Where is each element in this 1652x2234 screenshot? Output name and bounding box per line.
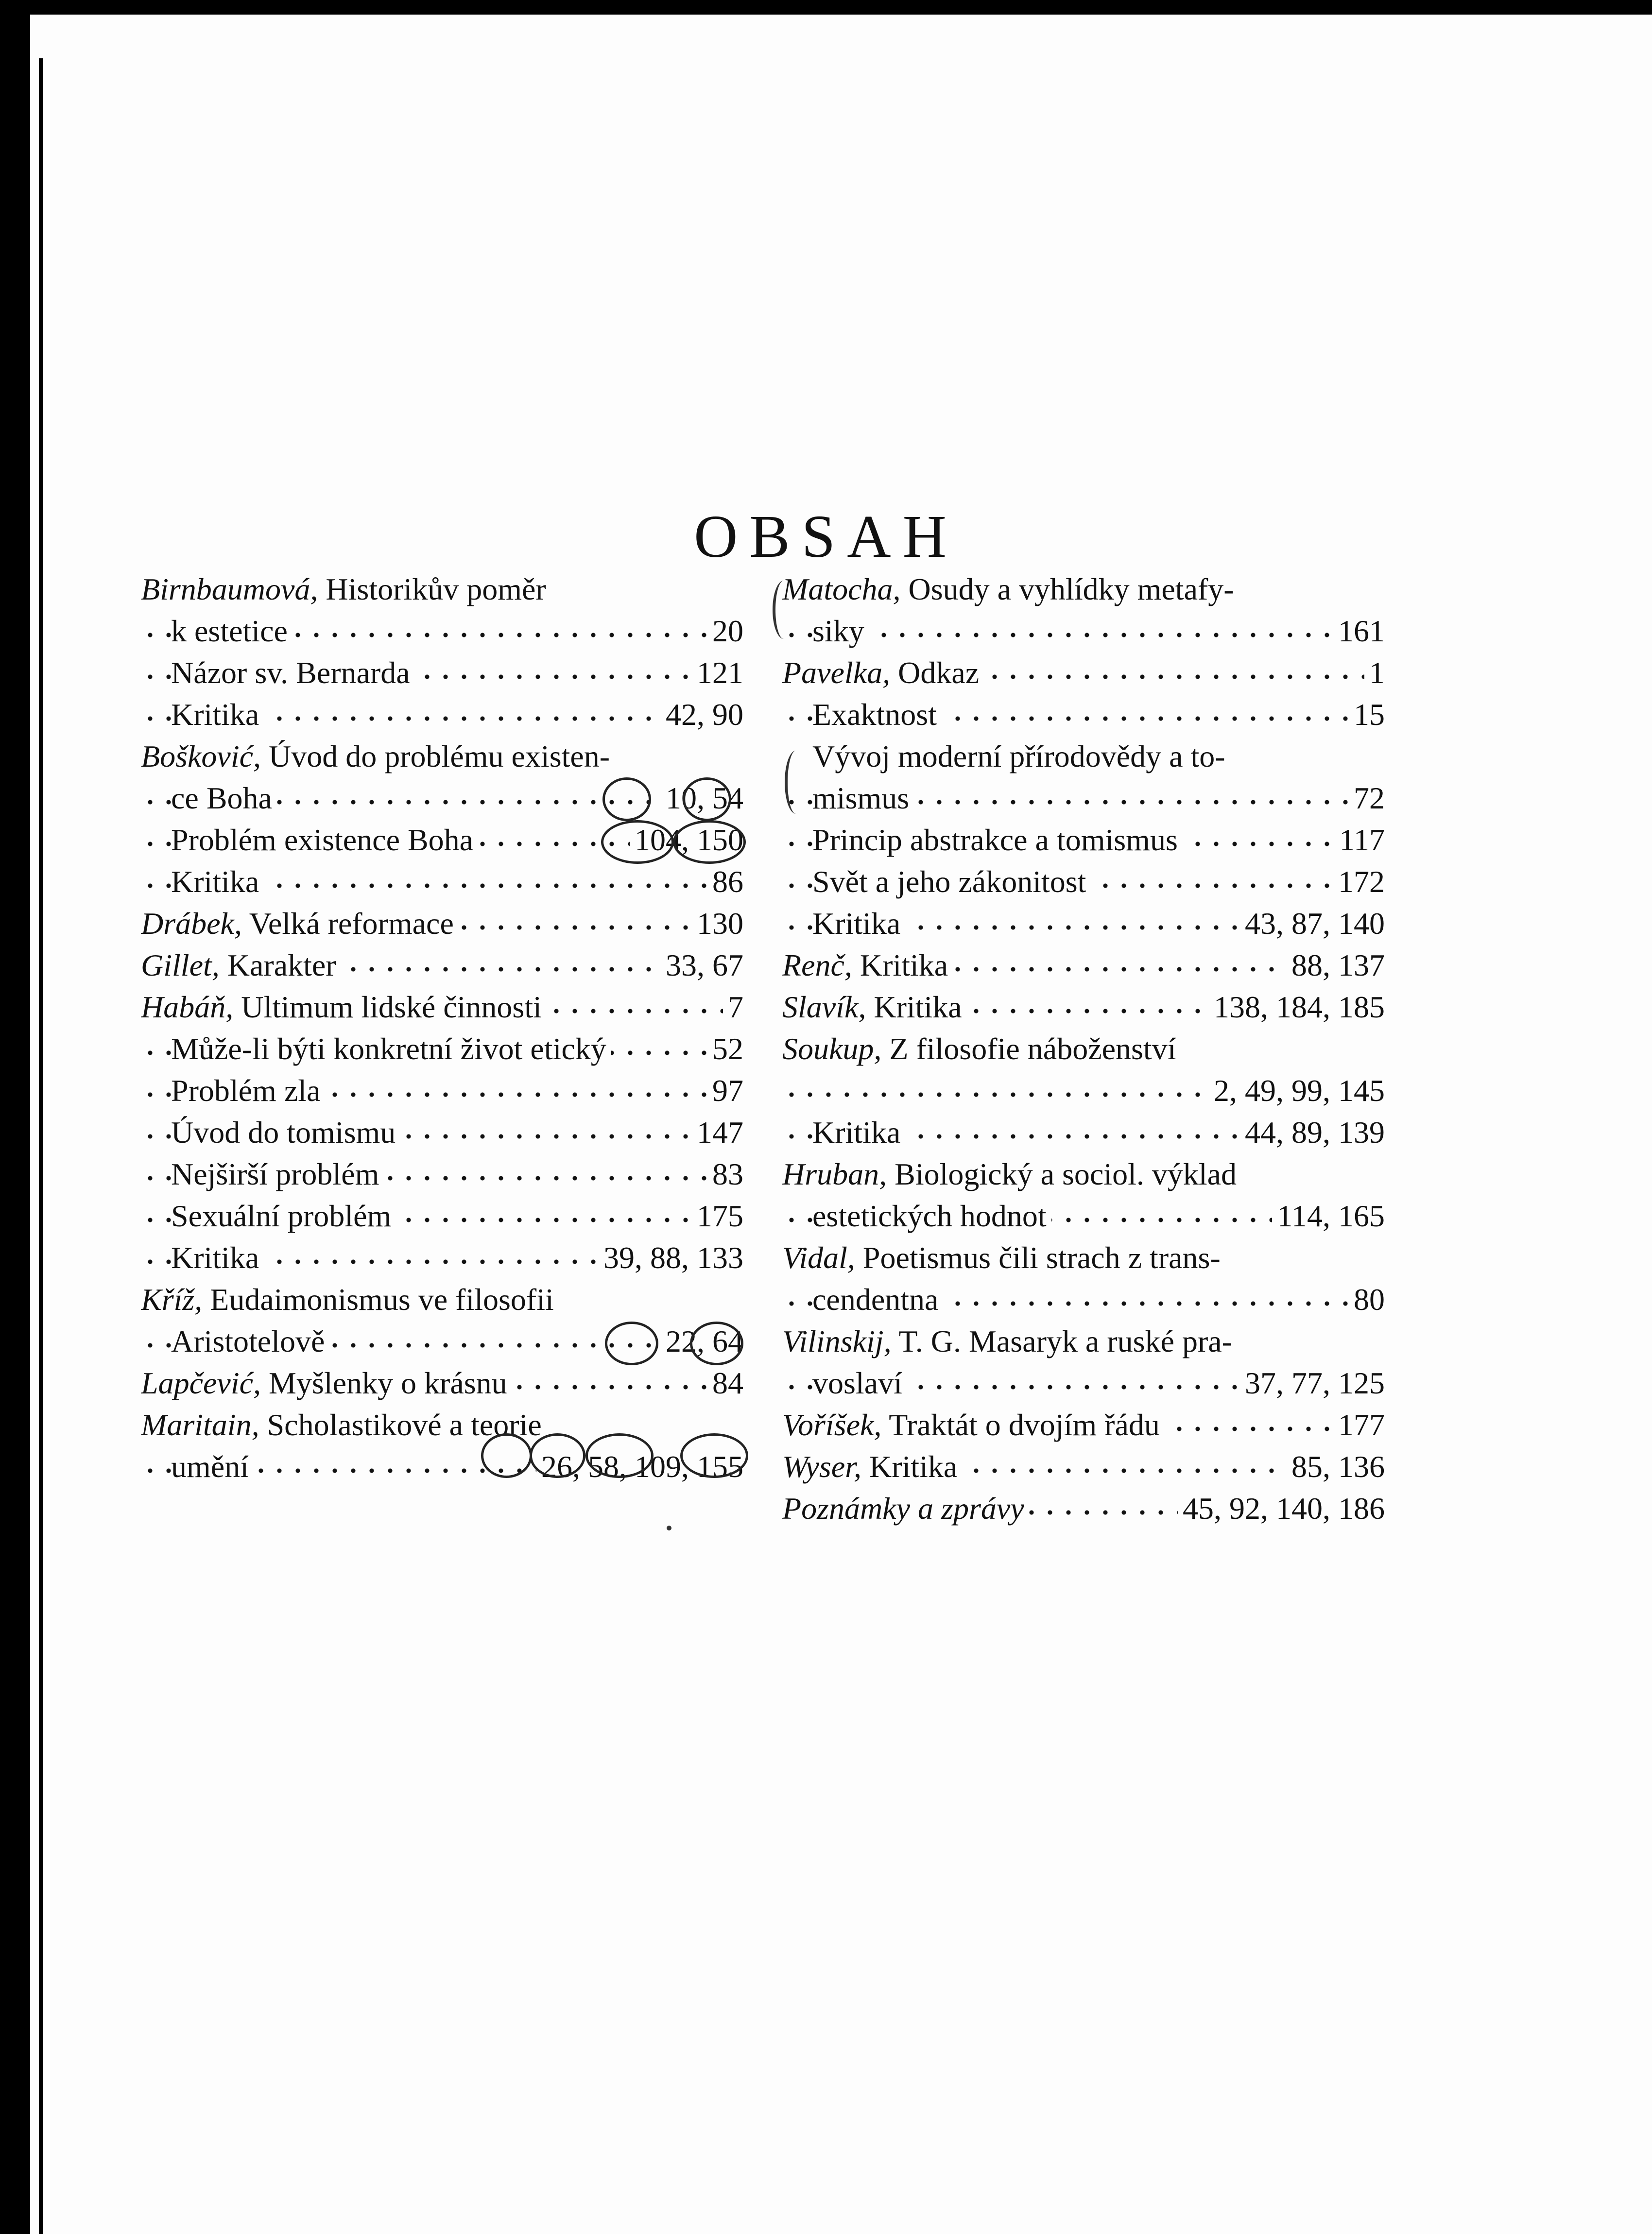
toc-entry-author [141,736,743,777]
toc-column-right [782,568,1385,1529]
toc-entry [141,861,743,903]
toc-entry-author [782,1488,1385,1529]
author-name: Renč, [782,948,852,982]
entry-title: Nejširší problém [171,1157,379,1191]
entry-title: Z filosofie náboženství [881,1031,1176,1066]
entry-title: Může-li býti konkretní život etický [171,1031,606,1066]
author-name: Drábek, [141,906,242,941]
entry-text [171,614,293,648]
entry-text [782,1408,1165,1442]
page-numbers: 85, 136 [1287,1446,1385,1488]
page-numbers: 86 [707,861,743,903]
entry-title: umění [171,1449,249,1484]
entry-title: Scholastikové a teorie [259,1408,542,1442]
toc-entry-author [141,1404,743,1446]
entry-title: Úvod do tomismu [171,1115,396,1150]
toc-entry [782,1279,1385,1321]
entry-text [812,823,1183,857]
author-name: Hruban, [782,1157,887,1191]
author-name: Kříž, [141,1282,203,1317]
entry-text [782,948,953,982]
toc-entry [782,1362,1385,1404]
entry-text [171,1324,329,1358]
toc-entry-author [782,1153,1385,1195]
entry-title: Kritika [852,948,948,982]
toc-entry-author [782,986,1385,1028]
entry-text [812,697,942,732]
entry-text [782,655,984,690]
toc-entry-author [782,945,1385,986]
page-numbers: 172 [1333,861,1385,903]
entry-text [141,572,546,606]
author-name: Soukup, [782,1031,882,1066]
author-name: Slavík, [782,990,866,1024]
toc-entry [141,777,743,819]
entry-text [171,823,478,857]
author-name: Habáň, [141,990,234,1024]
page-numbers: 138, 184, 185 [1209,986,1385,1028]
toc-entry-author [782,652,1385,694]
page-numbers: 84 [707,1362,743,1404]
page-numbers: 42, 90 [661,694,743,736]
entry-text [171,1157,384,1191]
page-numbers: 33, 67 [661,945,743,986]
entry-title: Princip abstrakce a tomismus [812,823,1178,857]
toc-entry [782,1195,1385,1237]
pencil-dot [667,1526,671,1530]
page-numbers: 175 [692,1195,743,1237]
author-name: Pavelka, [782,655,891,690]
toc-entry [141,1153,743,1195]
page-numbers: 15 [1349,694,1385,736]
entry-text [171,1073,325,1108]
page-numbers: 45, 92, 140, 186 [1178,1488,1385,1529]
author-name: Gillet, [141,948,220,982]
entry-text [171,1031,611,1066]
toc-entry-author [782,1446,1385,1488]
entry-text [171,1449,254,1484]
entry-text [171,1240,264,1275]
entry-text [171,697,264,732]
entry-title: estetických hodnot [812,1199,1047,1233]
author-name: Lapčević, [141,1366,261,1400]
author-name: Bošković, [141,739,261,773]
author-name: Vidal, [782,1240,855,1275]
toc-entry-author [141,986,743,1028]
entry-text [812,864,1091,899]
page-numbers: 1 [1364,652,1385,694]
author-name: Birnbaumová, [141,572,318,606]
page-numbers: 104, 150 [630,819,743,861]
entry-title: Kritika [171,864,259,899]
entry-title: k estetice [171,614,288,648]
toc-entry [782,1070,1385,1112]
entry-title: Vývoj moderní přírodovědy a to- [812,739,1225,773]
entry-title: Velká reformace [241,906,454,941]
toc-entry [782,694,1385,736]
entry-title: Názor sv. Bernarda [171,655,410,690]
entry-title: Sexuální problém [171,1199,392,1233]
toc-entry [141,1321,743,1362]
page-edge-line [39,58,43,2234]
entry-text [141,1408,542,1442]
toc-entry-author [141,903,743,945]
entry-title: Kritika [861,1449,958,1484]
pencil-bracket-matocha [773,581,795,639]
entry-title: cendentna [812,1282,939,1317]
entry-text [171,1115,400,1150]
entry-title: Kritika [171,697,259,732]
toc-entry-author [782,1237,1385,1279]
page-numbers: 39, 88, 133 [599,1237,743,1279]
entry-text [782,572,1234,606]
entry-title: Problém zla [171,1073,321,1108]
toc-entry [782,819,1385,861]
page-numbers: 43, 87, 140 [1240,903,1385,945]
entry-text [812,1199,1051,1233]
entry-title: voslaví [812,1366,902,1400]
toc-entry [782,610,1385,652]
page-numbers: 37, 77, 125 [1240,1362,1385,1404]
entry-title: Osudy a vyhlídky metafy- [900,572,1234,606]
entry-title: Kritika [171,1240,259,1275]
page-numbers: 147 [692,1112,743,1153]
author-name: Matocha, [782,572,901,606]
entry-text [141,1366,512,1400]
entry-text [812,781,914,815]
page-numbers: 22, 64 [661,1321,743,1362]
page-numbers: 117 [1334,819,1385,861]
scan-border-top [0,0,1652,15]
toc-entry [782,736,1385,777]
author-name: Wyser, [782,1449,861,1484]
entry-text [782,1324,1232,1358]
page-numbers: 177 [1333,1404,1385,1446]
toc-column-left [141,568,743,1488]
entry-title: Problém existence Boha [171,823,474,857]
toc-entry [782,861,1385,903]
toc-entry-author [141,1362,743,1404]
toc-entry [141,819,743,861]
toc-entry [782,903,1385,945]
author-name: Vilinskij, [782,1324,892,1358]
page-numbers: 2, 49, 99, 145 [1209,1070,1385,1112]
entry-title: Kritika [812,1115,901,1150]
entry-text [782,1157,1237,1191]
toc-entry-author [782,568,1385,610]
page-numbers: 83 [707,1153,743,1195]
entry-title: Odkaz [890,655,980,690]
toc-entry-author [782,1404,1385,1446]
entry-text [141,990,547,1024]
toc-entry-author [141,945,743,986]
entry-text [812,614,869,648]
entry-text [812,1366,907,1400]
page-numbers: 88, 137 [1287,945,1385,986]
entry-title: Exaktnost [812,697,937,732]
page-numbers: 20 [707,610,743,652]
entry-title: Eudaimonismus ve filosofii [202,1282,554,1317]
entry-text [812,1073,817,1108]
page-numbers: 26, 58, 109, 155 [536,1446,743,1488]
entry-title: Kritika [812,906,901,941]
entry-title: Karakter [219,948,336,982]
page-numbers: 121 [692,652,743,694]
toc-entry-author [141,568,743,610]
entry-text [141,1282,554,1317]
entry-text [782,1449,962,1484]
entry-title: Poetismus čili strach z trans- [855,1240,1221,1275]
toc-entry-author [782,1028,1385,1070]
entry-text [141,906,459,941]
page-numbers: 130 [692,903,743,945]
toc-entry [141,1195,743,1237]
author-name: Poznámky a zprávy [782,1491,1024,1526]
entry-text [171,1199,396,1233]
page-title: OBSAH [694,503,958,570]
entry-text [141,739,610,773]
toc-entry [141,694,743,736]
page-numbers: 114, 165 [1272,1195,1385,1237]
toc-entry [141,610,743,652]
entry-title: Historikův poměr [318,572,546,606]
toc-entry [141,1112,743,1153]
entry-text [782,990,967,1024]
toc-entry [782,1112,1385,1153]
page-numbers: 80 [1349,1279,1385,1321]
entry-title: Aristotelově [171,1324,325,1358]
entry-text [782,1031,1176,1066]
entry-text [782,1240,1221,1275]
page-numbers: 161 [1333,610,1385,652]
entry-text [171,655,415,690]
page-numbers: 10, 54 [661,777,743,819]
entry-title: Úvod do problému existen- [261,739,610,773]
toc-entry-author [782,1321,1385,1362]
toc-entry [141,1237,743,1279]
entry-title: Kritika [866,990,962,1024]
toc-entry [782,777,1385,819]
scan-border-left [0,0,30,2234]
page-numbers: 97 [707,1070,743,1112]
toc-entry [141,1446,743,1488]
page-numbers: 72 [1349,777,1385,819]
entry-title: Ultimum lidské činnosti [233,990,542,1024]
entry-text [812,1115,905,1150]
pencil-bracket-pavelka [785,751,807,814]
entry-title: Traktát o dvojím řádu [881,1408,1160,1442]
entry-text [812,1282,943,1317]
entry-text [812,906,905,941]
entry-title: Biologický a sociol. výklad [887,1157,1237,1191]
author-name: Voříšek, [782,1408,882,1442]
entry-text [171,864,264,899]
toc-entry [141,652,743,694]
entry-text [171,781,277,815]
author-name: Maritain, [141,1408,259,1442]
page-numbers: 52 [707,1028,743,1070]
page-numbers: 44, 89, 139 [1240,1112,1385,1153]
toc-entry [141,1070,743,1112]
page-numbers: 7 [723,986,743,1028]
entry-title: T. G. Masaryk a ruské pra- [891,1324,1232,1358]
entry-text [141,948,341,982]
entry-title: Myšlenky o krásnu [261,1366,507,1400]
entry-text [812,739,1225,773]
toc-entry-author [141,1279,743,1321]
entry-title: Svět a jeho zákonitost [812,864,1086,899]
toc-entry [141,1028,743,1070]
entry-text [782,1491,1029,1526]
entry-title: mismus [812,781,910,815]
entry-title: siky [812,614,864,648]
entry-title: ce Boha [171,781,272,815]
